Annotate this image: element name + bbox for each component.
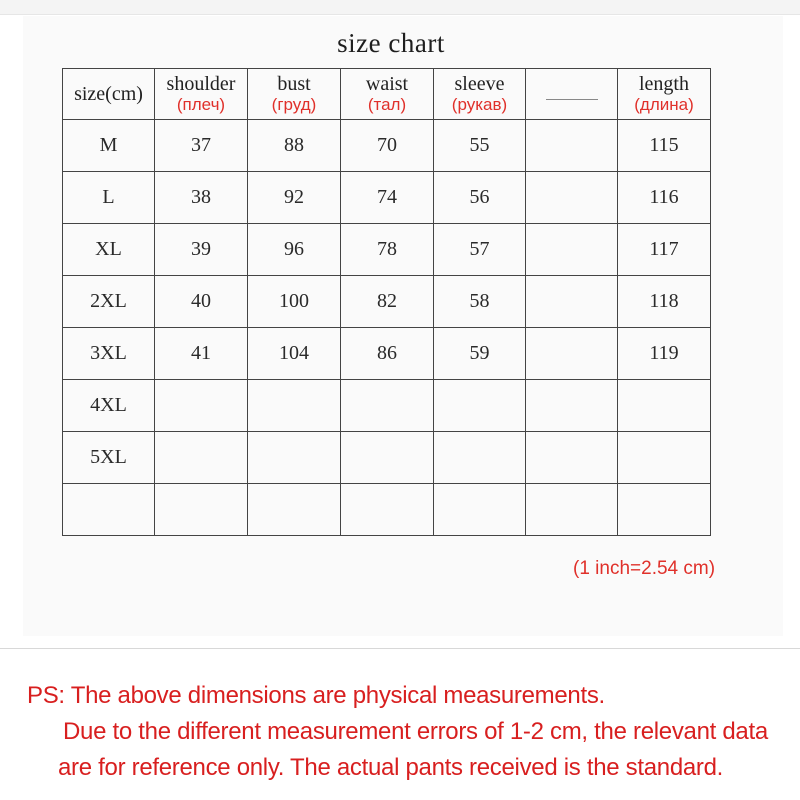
blank-dash <box>546 99 598 100</box>
inch-conversion-note: (1 inch=2.54 cm) <box>573 558 716 579</box>
header-label: bust <box>277 72 311 95</box>
shoulder-cell <box>155 380 248 432</box>
header-shoulder <box>155 69 248 120</box>
shoulder-cell: 40 <box>155 276 248 328</box>
bust-cell <box>248 432 341 484</box>
header-label: shoulder <box>166 72 236 95</box>
chart-title: size chart <box>337 28 445 58</box>
sleeve-cell: 55 <box>434 120 526 172</box>
length-cell: 117 <box>618 224 711 276</box>
length-cell: 116 <box>618 172 711 224</box>
shoulder-cell <box>155 432 248 484</box>
table-row <box>63 120 711 172</box>
waist-cell: 74 <box>341 172 434 224</box>
waist-cell: 78 <box>341 224 434 276</box>
ps-line-3: are for reference only. The actual pants received is the standard. <box>58 754 724 781</box>
size-cell <box>63 484 155 536</box>
ps-notice <box>27 678 787 786</box>
header-sleeve <box>434 69 526 120</box>
table-row <box>63 276 711 328</box>
table-row <box>63 328 711 380</box>
header-label-ru: (рукав) <box>451 94 508 114</box>
bust-cell <box>248 380 341 432</box>
table-row <box>63 484 711 536</box>
sleeve-cell: 58 <box>434 276 526 328</box>
sleeve-cell: 59 <box>434 328 526 380</box>
header-label: length <box>639 72 689 95</box>
header-length <box>618 69 711 120</box>
waist-cell <box>341 380 434 432</box>
sleeve-cell: 56 <box>434 172 526 224</box>
waist-cell <box>341 432 434 484</box>
table-row <box>63 224 711 276</box>
length-cell <box>618 432 711 484</box>
blank-cell <box>526 432 618 484</box>
shoulder-cell: 41 <box>155 328 248 380</box>
bust-cell: 104 <box>248 328 341 380</box>
size-cell: 4XL <box>63 380 155 432</box>
sleeve-cell <box>434 484 526 536</box>
blank-cell <box>526 484 618 536</box>
blank-cell <box>526 172 618 224</box>
header-blank <box>526 69 618 120</box>
size-cell: M <box>63 120 155 172</box>
waist-cell: 86 <box>341 328 434 380</box>
size-cell: 3XL <box>63 328 155 380</box>
top-band <box>0 0 800 15</box>
shoulder-cell: 38 <box>155 172 248 224</box>
bust-cell: 100 <box>248 276 341 328</box>
length-cell <box>618 484 711 536</box>
waist-cell: 70 <box>341 120 434 172</box>
size-cell: XL <box>63 224 155 276</box>
ps-line-2: Due to the different measurement errors of 1-2 cm, the relevant data <box>63 718 768 745</box>
blank-cell <box>526 120 618 172</box>
sleeve-cell <box>434 380 526 432</box>
length-cell: 119 <box>618 328 711 380</box>
bust-cell: 92 <box>248 172 341 224</box>
blank-cell <box>526 276 618 328</box>
length-cell: 115 <box>618 120 711 172</box>
waist-cell <box>341 484 434 536</box>
header-label-ru: (длина) <box>634 94 694 114</box>
ps-line-1: PS: The above dimensions are physical measurements. <box>27 682 605 709</box>
header-label: size(cm) <box>74 82 143 105</box>
size-cell: 5XL <box>63 432 155 484</box>
length-cell: 118 <box>618 276 711 328</box>
bust-cell <box>248 484 341 536</box>
blank-cell <box>526 224 618 276</box>
sleeve-cell <box>434 432 526 484</box>
bust-cell: 88 <box>248 120 341 172</box>
size-cell: 2XL <box>63 276 155 328</box>
section-divider <box>0 648 800 649</box>
table-row <box>63 380 711 432</box>
size-table <box>62 68 711 536</box>
shoulder-cell <box>155 484 248 536</box>
header-label-ru: (тал) <box>367 94 407 114</box>
size-cell: L <box>63 172 155 224</box>
shoulder-cell: 37 <box>155 120 248 172</box>
header-label-ru: (плеч) <box>176 94 226 114</box>
table-row <box>63 172 711 224</box>
sleeve-cell: 57 <box>434 224 526 276</box>
blank-cell <box>526 380 618 432</box>
header-bust <box>248 69 341 120</box>
blank-cell <box>526 328 618 380</box>
waist-cell: 82 <box>341 276 434 328</box>
bust-cell: 96 <box>248 224 341 276</box>
header-label: sleeve <box>454 72 505 95</box>
header-label: waist <box>365 72 409 95</box>
header-size <box>63 69 155 120</box>
header-waist <box>341 69 434 120</box>
length-cell <box>618 380 711 432</box>
header-label-ru: (груд) <box>271 94 317 114</box>
shoulder-cell: 39 <box>155 224 248 276</box>
header-row <box>63 69 711 120</box>
table-row <box>63 432 711 484</box>
